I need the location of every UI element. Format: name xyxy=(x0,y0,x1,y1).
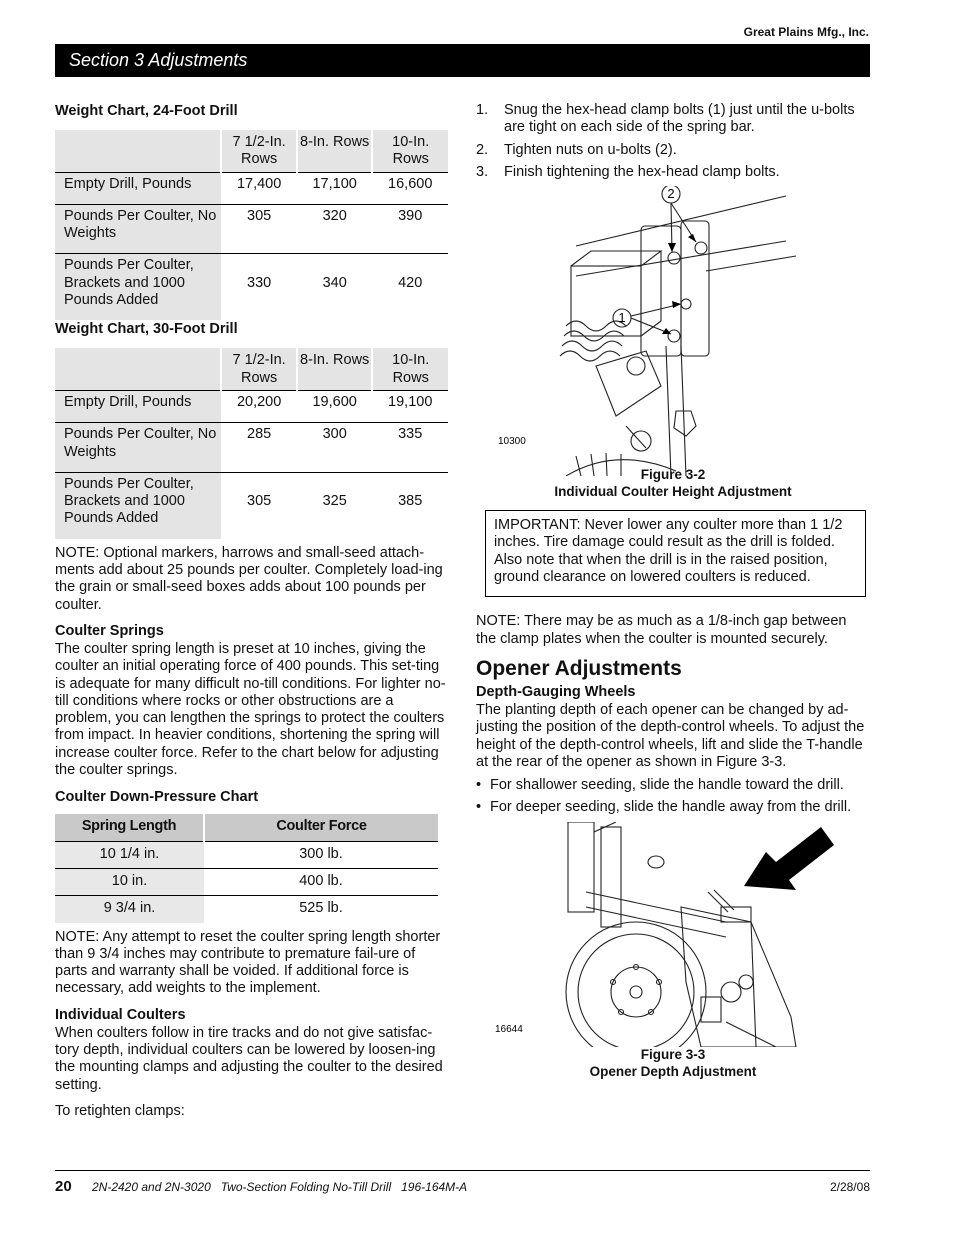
right-column xyxy=(476,102,870,1080)
cell-value: 20,200 xyxy=(221,390,297,422)
cell-value: 335 xyxy=(372,423,448,473)
bullet-icon: • xyxy=(476,777,482,794)
opener-body: The planting depth of each opener can be changed by ad-justing the position of the depth-control wheels. To adjust the height of the depth-control wheels, lift and slide the T-handle at the rear of the opener as shown in Figure 3-3. xyxy=(476,701,865,770)
row-label: Pounds Per Coulter, No Weights xyxy=(55,423,221,473)
cell-value: 305 xyxy=(221,204,297,254)
document-date: 2/28/08 xyxy=(829,1180,870,1194)
column-header: Spring Length xyxy=(55,814,204,841)
cell-value: 16,600 xyxy=(372,172,448,204)
note-spring-length: NOTE: Any attempt to reset the coulter spring length shorter than 9 3/4 inches may contribute to premature fail-ure of parts and warranty shall be voided. If additional force is necessary, add weights to the implement. xyxy=(55,928,441,997)
cell-value: 325 xyxy=(322,493,347,510)
retighten-steps xyxy=(476,102,870,181)
opener-illustration xyxy=(476,822,870,1047)
column-header: Coulter Force xyxy=(204,814,438,841)
callout-2: 2 xyxy=(667,186,675,202)
table-row xyxy=(55,204,448,254)
list-item: 2. Tighten nuts on u-bolts (2). xyxy=(476,141,677,158)
row-label: Empty Drill, Pounds xyxy=(55,390,221,422)
opener-bullets xyxy=(476,777,870,817)
table-row xyxy=(55,423,448,473)
figure-id: 16644 xyxy=(495,1023,523,1035)
coulter-clamp-illustration xyxy=(476,186,870,476)
cell-value: 305 xyxy=(247,493,272,510)
cell-value: 300 lb. xyxy=(204,841,438,868)
note-gap: NOTE: There may be as much as a 1/8-inch gap between the clamp plates when the coulter is mounted securely. xyxy=(476,613,847,647)
figure-3-3-number: Figure 3-3 xyxy=(640,1046,706,1062)
row-label: Pounds Per Coulter, No Weights xyxy=(55,204,221,254)
individual-coulters-heading: Individual Coulters xyxy=(55,1006,186,1023)
page-number: 20 xyxy=(55,1178,72,1195)
cell-value: 400 lb. xyxy=(204,868,438,895)
cell-value: 285 xyxy=(221,423,297,473)
figure-3-2-number: Figure 3-2 xyxy=(640,467,706,483)
note-attachments: NOTE: Optional markers, harrows and small-seed attach-ments add about 25 pounds per coulter. Completely load-ing the grain or small-seed boxes adds about 100 pounds per coulter. xyxy=(55,544,443,613)
down-pressure-title: Coulter Down-Pressure Chart xyxy=(55,789,259,806)
cell-value: 320 xyxy=(297,204,373,254)
cell-value: 340 xyxy=(322,274,347,291)
document-title: 2N-2420 and 2N-3020 Two-Section Folding No-Till Drill 196-164M-A xyxy=(92,1180,468,1194)
section-title: Section 3 Adjustments xyxy=(55,44,870,77)
row-label: Pounds Per Coulter, Brackets and 1000 Pounds Added xyxy=(55,254,221,320)
table-row xyxy=(55,172,448,204)
figure-3-3 xyxy=(476,822,870,1047)
opener-heading: Opener Adjustments xyxy=(476,656,682,680)
cell-value: 9 3/4 in. xyxy=(55,896,204,923)
down-pressure-table xyxy=(55,814,438,922)
important-notice xyxy=(485,510,866,597)
table-row xyxy=(55,390,448,422)
table-row xyxy=(55,472,448,538)
cell-value: 10 1/4 in. xyxy=(55,841,204,868)
cell-value: 10 in. xyxy=(55,868,204,895)
table-row xyxy=(55,868,438,895)
column-header: 8-In. Rows xyxy=(297,348,373,390)
cell-value: 385 xyxy=(398,493,423,510)
figure-id: 10300 xyxy=(498,436,526,448)
column-header: 7 1/2-In. Rows xyxy=(221,130,297,172)
list-item: 1. Snug the hex-head clamp bolts (1) just until the u-bolts are tight on each side of the spring bar. xyxy=(476,102,855,136)
figure-3-2 xyxy=(476,186,870,476)
important-text: IMPORTANT: Never lower any coulter more than 1 1/2 inches. Tire damage could result as the drill is folded. Also note that when the drill is in the raised position, ground clearance on lowered coulters is reduced. xyxy=(494,517,843,586)
row-label: Empty Drill, Pounds xyxy=(55,172,221,204)
cell-value: 300 xyxy=(297,423,373,473)
table-row xyxy=(55,896,438,923)
weight-chart-24-table xyxy=(55,130,448,320)
weight-chart-24-title: Weight Chart, 24-Foot Drill xyxy=(55,103,238,119)
retighten-text: To retighten clamps: xyxy=(55,1102,185,1119)
column-header: 10-In. Rows xyxy=(372,348,448,390)
cell-value: 330 xyxy=(247,274,272,291)
row-label: Pounds Per Coulter, Brackets and 1000 Pounds Added xyxy=(55,472,221,538)
list-item: • For deeper seeding, slide the handle away from the drill. xyxy=(476,799,852,816)
column-header: 10-In. Rows xyxy=(372,130,448,172)
list-item: 3. Finish tightening the hex-head clamp bolts. xyxy=(476,163,780,180)
footer-rule xyxy=(55,1170,870,1171)
figure-3-3-title: Opener Depth Adjustment xyxy=(589,1063,757,1079)
arrow-icon xyxy=(744,827,834,890)
cell-value: 525 lb. xyxy=(299,900,343,917)
weight-chart-30-title: Weight Chart, 30-Foot Drill xyxy=(55,321,238,338)
individual-coulters-body: When coulters follow in tire tracks and do not give satisfac-tory depth, individual coulters can be lowered by loosen-ing the mounting clamps and adjusting the coulter to the desired setting. xyxy=(55,1024,443,1093)
bullet-icon: • xyxy=(476,799,482,816)
column-header: 8-In. Rows xyxy=(297,130,373,172)
weight-chart-30-table xyxy=(55,348,448,538)
depth-gauging-heading: Depth-Gauging Wheels xyxy=(476,683,636,700)
table-row xyxy=(55,254,448,320)
coulter-springs-heading: Coulter Springs xyxy=(55,622,164,639)
cell-value: 19,600 xyxy=(297,390,373,422)
callout-1: 1 xyxy=(618,310,626,326)
coulter-springs-body: The coulter spring length is preset at 10 inches, giving the coulter an initial operating force of 400 pounds. This set-ting is adequate for many difficult no-till conditions. For lighter no-till conditions where rocks or other obstructions are a problem, you can lengthen the springs to protect the coulters from impact. In heavier conditions, shortening the spring will increase coulter force. Refer to the chart below for adjusting the coulter springs. xyxy=(55,640,446,779)
cell-value: 19,100 xyxy=(372,390,448,422)
cell-value: 420 xyxy=(398,274,423,291)
list-item: • For shallower seeding, slide the handle toward the drill. xyxy=(476,777,844,794)
table-row xyxy=(55,841,438,868)
column-header: 7 1/2-In. Rows xyxy=(221,348,297,390)
cell-value: 17,400 xyxy=(221,172,297,204)
figure-3-2-title: Individual Coulter Height Adjustment xyxy=(554,484,792,500)
company-name: Great Plains Mfg., Inc. xyxy=(743,25,869,39)
left-column xyxy=(55,102,448,1120)
cell-value: 390 xyxy=(372,204,448,254)
cell-value: 17,100 xyxy=(297,172,373,204)
